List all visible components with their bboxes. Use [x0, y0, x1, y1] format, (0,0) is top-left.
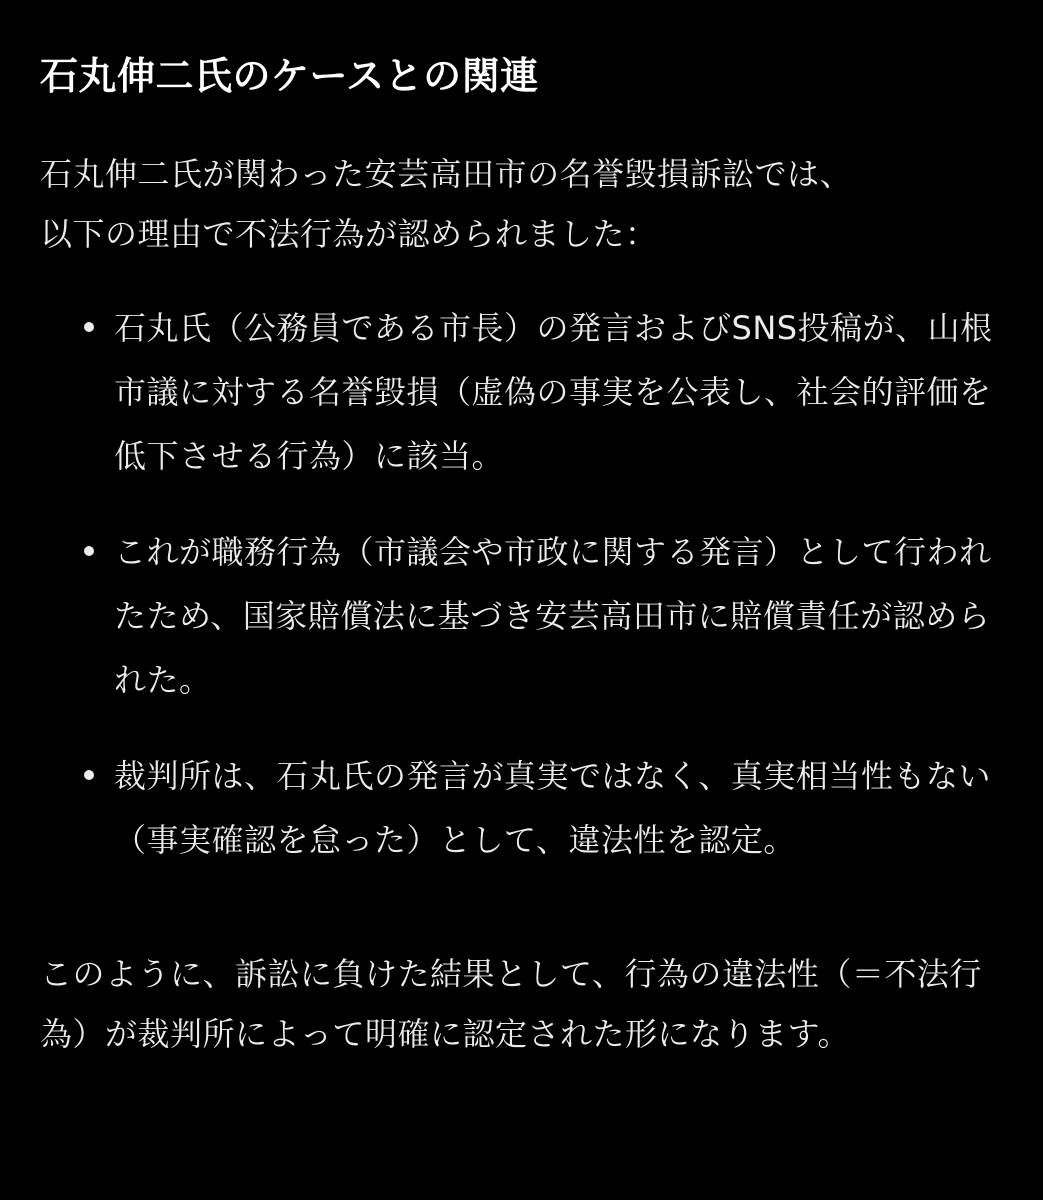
bullet-dot-icon [84, 322, 94, 332]
bullet-dot-icon [84, 770, 94, 780]
list-item-text: これが職務行為（市議会や市政に関する発言）として行われたため、国家賠償法に基づき安芸高田市に賠償責任が認められた。 [114, 533, 992, 699]
bullet-dot-icon [84, 546, 94, 556]
section-heading: 石丸伸二氏のケースとの関連 [40, 54, 539, 98]
intro-line-1: 石丸伸二氏が関わった安芸高田市の名誉毀損訴訟では、 [40, 155, 853, 193]
reasons-list [40, 296, 1003, 872]
conclusion-paragraph: このように、訴訟に負けた結果として、行為の違法性（＝不法行為）が裁判所によって明確に認定された形になります。 [40, 955, 982, 1053]
list-item [40, 520, 1003, 712]
intro-line-2: 以下の理由で不法行為が認められました： [40, 215, 658, 253]
intro-paragraph [40, 144, 1003, 264]
list-item [40, 744, 1003, 872]
list-item-text: 石丸氏（公務員である市長）の発言およびSNS投稿が、山根市議に対する名誉毀損（虚偽の事実を公表し、社会的評価を低下させる行為）に該当。 [114, 309, 993, 475]
list-item [40, 296, 1003, 488]
list-item-text: 裁判所は、石丸氏の発言が真実ではなく、真実相当性もない（事実確認を怠った）として、違法性を認定。 [114, 757, 991, 859]
